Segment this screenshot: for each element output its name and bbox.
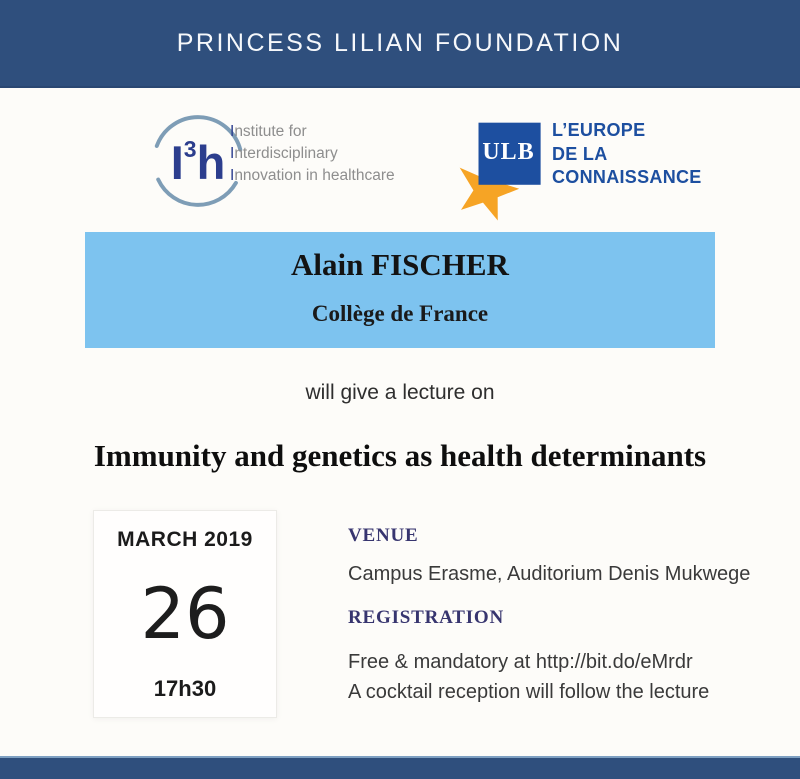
header-bar <box>0 0 800 88</box>
ulb-text-line: L’EUROPE <box>552 120 646 140</box>
venue-heading: VENUE <box>348 525 419 546</box>
speaker-affiliation: Collège de France <box>311 301 489 326</box>
ulb-text-line: DE LA <box>552 143 608 164</box>
registration-url-text: Free & mandatory at http://bit.do/eMrdr <box>348 651 693 673</box>
registration-reception-text: A cocktail reception will follow the lecture <box>348 681 710 703</box>
calendar-card <box>93 510 277 718</box>
foundation-title: PRINCESS LILIAN FOUNDATION <box>176 28 624 57</box>
i3h-logo-text <box>230 121 395 187</box>
speaker-name: Alain FISCHER <box>291 247 509 282</box>
i3h-text-line: Innovation in healthcare <box>230 167 395 184</box>
lead-in-text: will give a lecture on <box>305 381 495 404</box>
lecture-title: Immunity and genetics as health determinants <box>93 438 707 473</box>
registration-heading: REGISTRATION <box>348 607 505 628</box>
calendar-day: 26 <box>140 573 230 655</box>
footer-bar <box>0 756 800 779</box>
event-time: 17h30 <box>153 676 217 701</box>
i3h-superscript-3: 3 <box>183 135 197 162</box>
speaker-banner <box>85 232 715 348</box>
ulb-text-line: CONNAISSANCE <box>552 167 702 187</box>
ulb-acronym: ULB <box>482 139 535 165</box>
venue-text: Campus Erasme, Auditorium Denis Mukwege <box>348 563 751 585</box>
event-info-column <box>348 525 758 705</box>
i3h-text-line: Interdisciplinary <box>230 145 338 162</box>
ulb-logo-text <box>552 119 702 190</box>
calendar-month-year: MARCH 2019 <box>117 528 253 551</box>
i3h-text-line: Institute for <box>230 123 307 140</box>
i3h-letter-i: I <box>170 135 184 189</box>
i3h-letter-h: h <box>196 135 226 189</box>
